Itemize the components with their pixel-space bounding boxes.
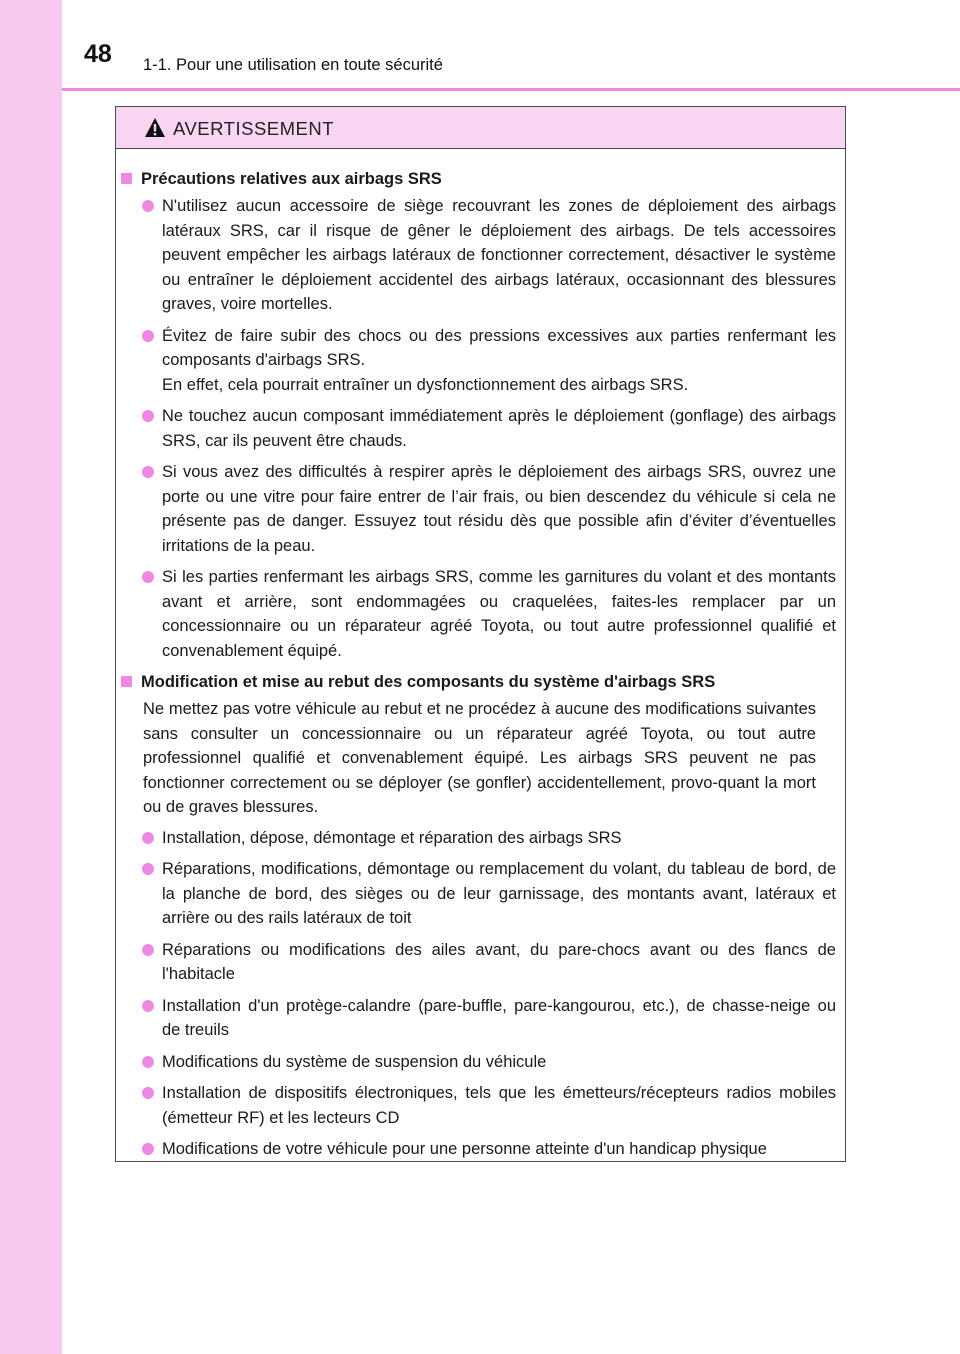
list-item-text xyxy=(162,565,836,663)
round-bullet-icon xyxy=(142,330,154,342)
list-item-text xyxy=(162,1137,767,1162)
square-bullet-icon xyxy=(121,676,132,687)
list-item xyxy=(121,1081,836,1130)
round-bullet-icon xyxy=(142,466,154,478)
list-item-line: Installation, dépose, démontage et réparation des airbags SRS xyxy=(162,828,622,847)
list-item-line: En effet, cela pourrait entraîner un dysfonctionnement des airbags SRS. xyxy=(162,375,689,394)
list-item xyxy=(121,194,836,317)
chapter-header: 1-1. Pour une utilisation en toute sécurité xyxy=(143,56,443,74)
list-item-line: Ne touchez aucun composant immédiatement après le déploiement (gonflage) des airbags SRS, car ils peuvent être chauds. xyxy=(162,407,836,450)
section-intro: Ne mettez pas votre véhicule au rebut et ne procédez à aucune des modifications suivantes sans consulter un concessionnaire ou un réparateur agréé Toyota, ou tout autre professionnel qualifié et convenablement équipé. Les airbags SRS peuvent ne pas fonctionner correctement ou se déployer (se gonfler) accidentellement, provo-quant la mort ou de graves blessures. xyxy=(143,700,816,816)
list-item-text xyxy=(162,460,836,558)
list-item xyxy=(121,565,836,663)
section-heading-text: Modification et mise au rebut des composants du système d'airbags SRS xyxy=(141,673,716,691)
list-item xyxy=(121,994,836,1043)
list-item-text xyxy=(162,1050,546,1075)
list-item-text xyxy=(162,404,836,453)
section-heading xyxy=(121,167,836,191)
round-bullet-icon xyxy=(142,1000,154,1012)
list-item-line: Réparations ou modifications des ailes avant, du pare-chocs avant ou des flancs de l'habitacle xyxy=(162,940,836,983)
round-bullet-icon xyxy=(142,863,154,875)
round-bullet-icon xyxy=(142,832,154,844)
list-item xyxy=(121,1137,836,1162)
list-item-line: Si les parties renfermant les airbags SRS, comme les garnitures du volant et des montants avant et arrière, sont endommagées ou craquelées, faites-les remplacer par un concessionnaire ou un réparateur agréé Toyota, ou tout autre professionnel qualifié et convenablement équipé. xyxy=(162,568,836,660)
round-bullet-icon xyxy=(142,571,154,583)
section-heading xyxy=(121,670,836,694)
list-item-line: Installation de dispositifs électroniques, tels que les émetteurs/récepteurs radios mobiles (émetteur RF) et les lecteurs CD xyxy=(162,1084,836,1127)
list-item xyxy=(121,826,836,851)
list-item-line: Évitez de faire subir des chocs ou des pressions excessives aux parties renfermant les composants d'airbags SRS. xyxy=(162,326,836,369)
list-item-text xyxy=(162,994,836,1043)
list-item xyxy=(121,460,836,558)
warning-header xyxy=(116,107,845,149)
list-item-text xyxy=(162,857,836,931)
section-heading-text: Précautions relatives aux airbags SRS xyxy=(141,170,442,188)
list-item-text xyxy=(162,826,622,851)
list-item-line: Si vous avez des difficultés à respirer après le déploiement des airbags SRS, ouvrez une porte ou une vitre pour faire entrer de l’air frais, ou bien descendez du véhicule si cela ne présente pas de danger. Essuyez tout résidu dès que possible afin d’éviter d’éventuelles irritations de la peau. xyxy=(162,463,836,555)
warning-content xyxy=(116,149,845,1162)
list-item xyxy=(121,404,836,453)
side-color-strip xyxy=(0,0,62,1354)
list-item-text xyxy=(162,938,836,987)
warning-title: AVERTISSEMENT xyxy=(173,118,335,139)
list-item-text xyxy=(162,194,836,317)
round-bullet-icon xyxy=(142,1087,154,1099)
page-number: 48 xyxy=(84,40,112,68)
round-bullet-icon xyxy=(142,944,154,956)
list-item xyxy=(121,938,836,987)
list-item-text xyxy=(162,1081,836,1130)
list-item xyxy=(121,1050,836,1075)
list-item-line: Réparations, modifications, démontage ou remplacement du volant, du tableau de bord, de la planche de bord, des sièges ou de leur garnissage, des montants avant, latéraux et arrière ou des rails latéraux de toit xyxy=(162,860,836,927)
header-rule xyxy=(62,88,960,91)
list-item-line: Modifications du système de suspension du véhicule xyxy=(162,1052,547,1071)
square-bullet-icon xyxy=(121,173,132,184)
list-item xyxy=(121,324,836,398)
list-item-line: Installation d'un protège-calandre (pare-buffle, pare-kangourou, etc.), de chasse-neige ou de treuils xyxy=(162,996,836,1039)
warning-triangle-icon xyxy=(144,117,166,138)
round-bullet-icon xyxy=(142,1143,154,1155)
warning-box xyxy=(115,106,846,1162)
list-item-line: N'utilisez aucun accessoire de siège recouvrant les zones de déploiement des airbags latéraux SRS, car il risque de gêner le déploiement des airbags. De tels accessoires peuvent empêcher les airbags latéraux de fonctionner correctement, désactiver le système ou entraîner le déploiement accidentel des airbags latéraux, occasionnant des blessures graves, voire mortelles. xyxy=(162,197,836,313)
list-item xyxy=(121,857,836,931)
list-item-line: Modifications de votre véhicule pour une personne atteinte d'un handicap physique xyxy=(162,1140,767,1158)
round-bullet-icon xyxy=(142,410,154,422)
round-bullet-icon xyxy=(142,200,154,212)
round-bullet-icon xyxy=(142,1056,154,1068)
list-item-text xyxy=(162,324,836,398)
